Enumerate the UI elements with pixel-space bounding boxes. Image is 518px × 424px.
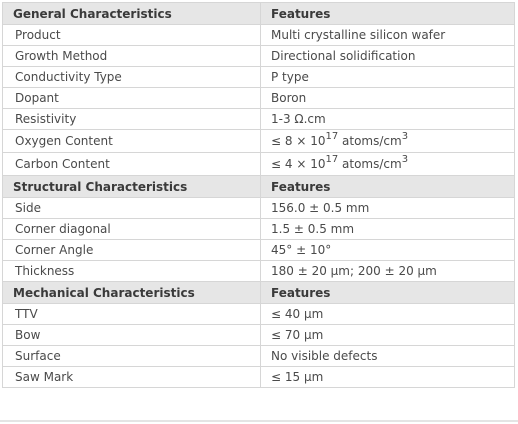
characteristic-value: 156.0 ± 0.5 mm bbox=[261, 198, 515, 219]
table-row bbox=[3, 109, 515, 130]
characteristic-label: Product bbox=[3, 25, 261, 46]
characteristic-value bbox=[261, 153, 515, 176]
table-row bbox=[3, 346, 515, 367]
exponent: 17 bbox=[325, 154, 339, 165]
characteristic-label: TTV bbox=[3, 304, 261, 325]
characteristic-label: Resistivity bbox=[3, 109, 261, 130]
exponent: 3 bbox=[401, 131, 409, 142]
value-text: ≤ 8 × 10 bbox=[271, 134, 326, 148]
table-row bbox=[3, 153, 515, 176]
characteristic-value: 45° ± 10° bbox=[261, 240, 515, 261]
characteristic-value: P type bbox=[261, 67, 515, 88]
characteristic-value: 1.5 ± 0.5 mm bbox=[261, 219, 515, 240]
table-row bbox=[3, 198, 515, 219]
section-title: General Characteristics bbox=[3, 3, 261, 25]
table-row bbox=[3, 25, 515, 46]
table-row bbox=[3, 261, 515, 282]
features-column-header: Features bbox=[261, 282, 515, 304]
section-title: Mechanical Characteristics bbox=[3, 282, 261, 304]
characteristic-label: Bow bbox=[3, 325, 261, 346]
characteristic-label: Carbon Content bbox=[3, 153, 261, 176]
section-title: Structural Characteristics bbox=[3, 176, 261, 198]
table-row bbox=[3, 304, 515, 325]
table-row bbox=[3, 240, 515, 261]
unit-text: atoms/cm bbox=[338, 157, 402, 171]
features-column-header: Features bbox=[261, 3, 515, 25]
section-header-general bbox=[3, 3, 515, 25]
characteristic-label: Growth Method bbox=[3, 46, 261, 67]
characteristic-label: Oxygen Content bbox=[3, 130, 261, 153]
table-row bbox=[3, 67, 515, 88]
characteristic-value: Directional solidification bbox=[261, 46, 515, 67]
table-row bbox=[3, 367, 515, 388]
exponent: 3 bbox=[401, 154, 409, 165]
unit-text: atoms/cm bbox=[338, 134, 402, 148]
characteristic-value: 1-3 Ω.cm bbox=[261, 109, 515, 130]
specifications-table bbox=[2, 2, 515, 388]
value-text: ≤ 4 × 10 bbox=[271, 157, 326, 171]
characteristic-value: No visible defects bbox=[261, 346, 515, 367]
characteristic-label: Surface bbox=[3, 346, 261, 367]
exponent: 17 bbox=[325, 131, 339, 142]
section-header-mechanical bbox=[3, 282, 515, 304]
characteristic-value: ≤ 15 μm bbox=[261, 367, 515, 388]
characteristic-label: Corner Angle bbox=[3, 240, 261, 261]
section-header-structural bbox=[3, 176, 515, 198]
characteristic-value: 180 ± 20 μm; 200 ± 20 μm bbox=[261, 261, 515, 282]
characteristic-label: Side bbox=[3, 198, 261, 219]
characteristic-label: Dopant bbox=[3, 88, 261, 109]
characteristic-label: Conductivity Type bbox=[3, 67, 261, 88]
table-row bbox=[3, 325, 515, 346]
characteristic-value: Boron bbox=[261, 88, 515, 109]
table-row bbox=[3, 88, 515, 109]
table-row bbox=[3, 219, 515, 240]
characteristic-value: ≤ 70 μm bbox=[261, 325, 515, 346]
features-column-header: Features bbox=[261, 176, 515, 198]
bottom-divider bbox=[0, 420, 518, 422]
table-row bbox=[3, 46, 515, 67]
characteristic-value: ≤ 40 μm bbox=[261, 304, 515, 325]
characteristic-value bbox=[261, 130, 515, 153]
characteristic-label: Saw Mark bbox=[3, 367, 261, 388]
table-row bbox=[3, 130, 515, 153]
characteristic-label: Corner diagonal bbox=[3, 219, 261, 240]
characteristic-label: Thickness bbox=[3, 261, 261, 282]
characteristic-value: Multi crystalline silicon wafer bbox=[261, 25, 515, 46]
